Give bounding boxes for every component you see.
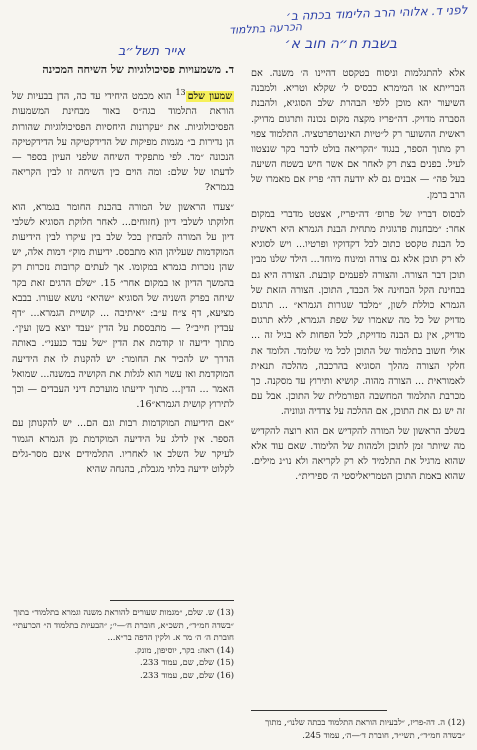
handwritten-note-source: בשבת ח״ה חוב א׳ [284, 36, 397, 52]
intro-paragraph [12, 85, 234, 196]
right-paragraph: לבסוס דבריו של פרופ׳ דה״פריז, אצטט מדברי במקום אחר: ״מבחנות פדגוגית מתחית הבנת הגמרא היא ראשית כל הבנת טקסט כתוב לכל דקדוקיו ופרטיו... ויש לסוגיא לא רק תוכן אלא גם צורה ומינוח מיוחד... הילד שלנו מבין תוכן דבר הצורה. והצורה לפעמים קובעת. הצורה היא גם בבחינת הקל הבחינה אל הכבד, התוכן. הצורה הזאת של הגמרא כוללת לשון, ״מלבד שגורות הגמרא״ ... תרגום מדויק של כל מה שאמרו של שפת הגמרא, ללא תרגום מדויק, אין גם הבנה מדויקת, לכל הפחות לא בגיל זה ... אולי חשוב בתלמוד של התוכן לכל מי שלומד. הלומד את חלקי הצורה מהלך הסוגיא בהרכבה, מהלכה תנאית לאמוראית ... הצורה מהוה. קושיא ותירוץ עד מסקנה. כך מכרבת התלמוד המחשבה הפורמלית של התוכן. אבל עם זה יש גם את התוכן, אם ההלכה על צדדיה וגווניה. [251, 208, 465, 418]
footnote-divider-right [251, 710, 387, 711]
footnote-marker: 13 [175, 88, 186, 97]
right-paragraph: בשלב הראשון של המורה להקדיש אם הוא רוצה להקדיש מה שיותר זמן לתוכן ולמהות של הלימוד. שאם עוד אלא שהוא מרגיל את התלמיד לא רק לקריאה ולא נו״נ מילים. שהוא באמת התוכן הטמריאליסטי ה׳ ספירית״. [251, 425, 465, 483]
footnote: (15) שלם, שם, עמוד 233. [140, 657, 234, 667]
footnote: (12) ה. דה-פריז, ״לבעיות הוראת התלמוד בכתה שלנו״, מתוך ״בשדה חמ״ד״, תשי״ד, חוברת ד׳—ה׳, עמוד 245. [265, 717, 465, 740]
left-paragraph: ״צעדו הראשון של המורה בהכנת החומר בגמרא, הוא חלוקתו לשלבי דיון (חזוחים... לאחר חלוקת הסוגיא לשלבי דיון על המורה להבחין בכל שלב בין עיקרו לבין הידיעות המוקדמות שעליהן הוא מתבסס. ידיעות מוק״ דמות אלה, יש שהן נזכרות בגמרא במקומו. אך לעתים קרובות נזכרות רק בהמשך הדיון או במקום אחר״ 15. ״שלם הדגים זאת בקר שיחה בפרק השניה של הסוגיא ״שהיא״ נושא שעורו. בבבא מציעא, דף צ״ח ע״ב: ״איתיבה ... קושיית הגמרא... ״דף עבדין חייב״? — מתבססת על הדין ״עבד יוצא בשן ועין״. מתוך ידיעה זו קודמת את הדין ״של עבד כנעני״. באותה הדרך יש להכיר את החומר: יש להקנות לו את הידיעה המוקדמת ואז עשוי הוא לגלות את הקושיה במשנה... שמואל האמר ... הדין... מתוך ידיעתו מוערכת דיני העבדים — וכך לתירוץ קושית הגמרא״16. [12, 201, 234, 411]
highlighted-name: שמעון שלם [187, 91, 233, 103]
footnote-divider-left [110, 600, 234, 601]
right-column [251, 66, 465, 488]
left-paragraph: ״אם הידיעות המוקדמות רבות וגם הם... יש להקנותן עם הספר. אין לדלג על הידיעה המוקדמת מן הגמרא הגמור לעיקר של השלב או לאחריו. התלמידים אינם מסר-גלים לקלוט ידיעה בלתי מגבלת, בהנחה שהיא [12, 418, 234, 476]
footnote: (14) ראה: בקר, יוסיפון, מונק. [134, 644, 234, 655]
left-column [12, 62, 234, 481]
handwritten-note-top: לפני ד. אלוהי הרב הלימוד בכתה ב׳ [285, 2, 468, 24]
handwritten-note-middle: הכרעה בתלמוד [228, 20, 303, 37]
footnotes-left [12, 606, 234, 681]
section-title: ד. משמעויות פסיכולוגיות של השיחה המכינה [42, 63, 234, 76]
footnote: (13) ש. שלם, ״מגמות שעורים להוראת משנה וגמרא בתלמוד״ בתוך ״בשדה חמ״ד״, תשכ״א, חוברת ח׳—י׳; ״הבעיות בתלמוד ה״ הכרעתי״ חוברת ה׳ ה׳ מר א. ולקין הדפה בר״א... [12, 607, 234, 642]
right-paragraph: אלא להתגלמות וניסוח בטקסט דהיינו ה׳ משנה. אם הברייתא או המימרא כבסיס ל׳ שקלא וטריא. ולמבנה השיעור יהא מוכן ללפי הבהרת שלב הסוגיא, ולהבנת הסברה מדויק. דה״פריז מקצה מקום נכונה ותרגום מדויק. ראשית ההשוער רק ל״טיות האינטרפרטציה. התלמוד צפוי רק מתוך הספר, בנגוד ״הקריאה בולט לדבר בקר שנצטוו לעיל. בפנים בצת רק לאחר אם אשר חיש בשטח השיעה בעל פה״ — אבנים גם לא יודעה דה״ פריז אם מאמרו של הרב ברמן. [251, 68, 465, 201]
footnotes-right [251, 716, 465, 741]
intro-text: הוא מכמט היחידי עד כה, הדן בבעיות של הוראת התלמוד בגה״ס באור מבחינת המשמעות הפסיכולוגיות. את ״עקרונות היחסיות הפסיכולוגיות שהורות הן נדירות ב״ מגמות מפיקות של הדידקטיקה על הדידקטיקה הנכונה ״מד. לפי מתפקיד השיחה שלפני העיון בספר — לדעתו של שלם: ומה הוים כין השיחה זו לבין הקריאה בגמרא? [12, 91, 234, 194]
handwritten-note-date: אייר תשל״ב [118, 44, 186, 59]
footnote: (16) שלם, שם, עמוד 233. [140, 669, 234, 680]
